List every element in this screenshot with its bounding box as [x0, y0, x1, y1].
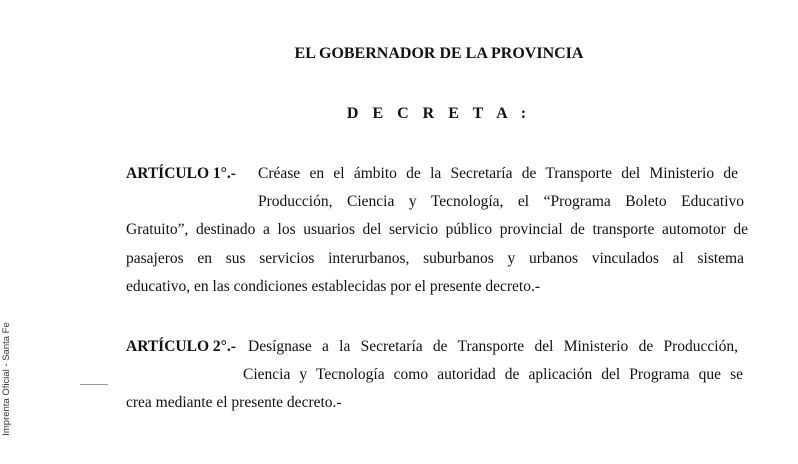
decreta-heading: D E C R E T A :	[346, 105, 532, 122]
article-1-line-3: Gratuito”, destinado a los usuarios del servicio público provincial de transporte automotor de	[126, 221, 748, 238]
article-1-line-1: Créase en el ámbito de la Secretaría de Transporte del Ministerio de	[258, 165, 738, 182]
article-2-line-1: Desígnase a la Secretaría de Transporte del Ministerio de Producción,	[248, 338, 738, 355]
article-1-label: ARTÍCULO 1°.-	[126, 165, 236, 182]
article-1-line-5: educativo, en las condiciones establecidas por el presente decreto.-	[126, 278, 541, 295]
article-1-line-4: pasajeros en sus servicios interurbanos, suburbanos y urbanos vinculados al sistema	[126, 250, 744, 267]
side-imprint-text: Imprenta Oficial - Santa Fe	[1, 322, 12, 436]
margin-mark	[80, 384, 108, 385]
article-2-line-3: crea mediante el presente decreto.-	[126, 394, 342, 411]
article-2-label: ARTÍCULO 2°.-	[126, 338, 236, 355]
article-2-line-2: Ciencia y Tecnología como autoridad de aplicación del Programa que se	[243, 366, 743, 383]
document-title: EL GOBERNADOR DE LA PROVINCIA	[294, 45, 584, 62]
article-1-line-2: Producción, Ciencia y Tecnología, el “Programa Boleto Educativo	[258, 193, 744, 210]
